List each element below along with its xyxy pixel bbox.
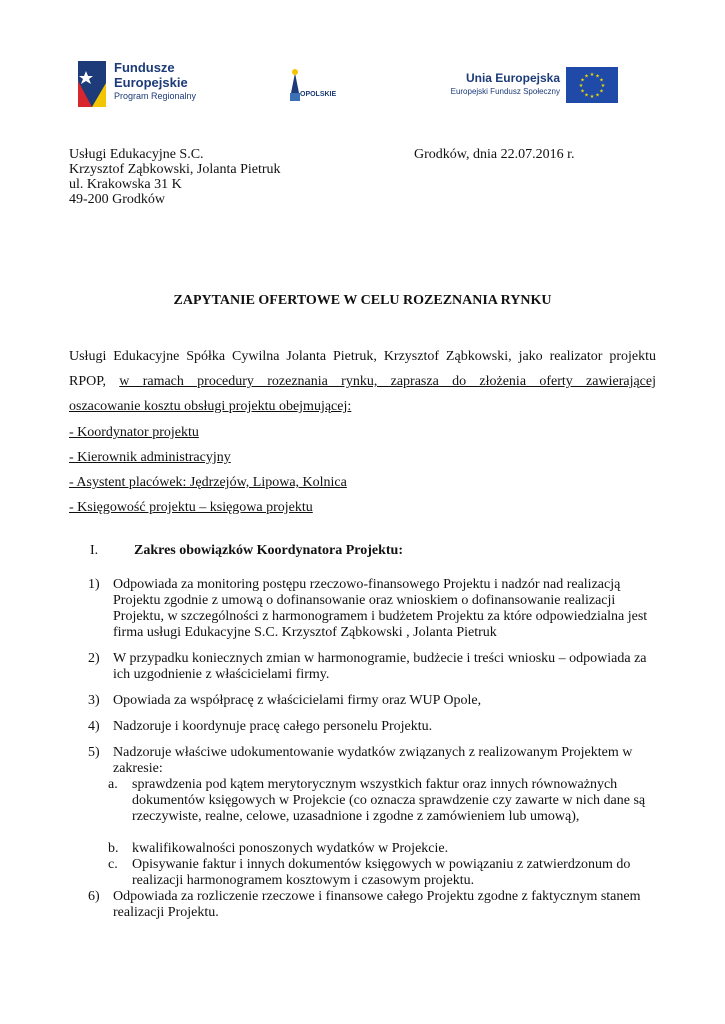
list-item: - Asystent placówek: Jędrzejów, Lipowa, Kolnica [69,475,347,490]
item-text: Nadzoruje właściwe udokumentowanie wydatków związanych z realizowanym Projektem w zakresie: [113,745,633,776]
sub-text: Opisywanie faktur i innych dokumentów księgowych w powiązaniu z zatwierdzonum do realizacji harmonogramem kosztowym i czasowym projektu. [132,857,631,888]
item-number: 4) [88,719,100,734]
list-item [88,577,663,641]
list-item [88,693,663,709]
section-heading [90,543,403,559]
document-date: Grodków, dnia 22.07.2016 r. [414,147,575,162]
list-item [88,719,663,735]
document-title: ZAPYTANIE OFERTOWE W CELU ROZEZNANIA RYNKU [173,293,552,308]
sub-text: sprawdzenia pod kątem merytorycznym wszystkich faktur oraz innych równoważnych dokumentów księgowych w Projekcie (co oznacza sprawdzenie czy zawarte w nich dane są rzeczywiste, realne, celowe, uzasadnione i zgodne z zamówieniem lub umową), [132,777,646,824]
eu-flag-icon [566,67,618,103]
section-number: I. [90,543,99,558]
sender-line: ul. Krakowska 31 K [69,177,182,192]
list-item [88,651,663,683]
item-text: Nadzoruje i koordynuje pracę całego personelu Projektu. [113,719,433,734]
ue-line1: Unia Europejska [465,71,560,85]
svg-text:★: ★ [578,83,584,89]
intro-paragraph [69,344,656,419]
ue-line2: Europejski Fundusz Społeczny [450,87,560,96]
sender-address [69,147,281,207]
sub-letter: b. [108,841,119,856]
opolskie-label: OPOLSKIE [300,91,337,98]
item-number: 3) [88,693,100,708]
duties-list [88,577,663,921]
item-number: 6) [88,889,100,904]
sub-item [108,841,663,857]
item-text: W przypadku koniecznych zmian w harmonogramie, budżecie i treści wniosku – odpowiada za ich uzgodnienie z właścicielami firmy. [113,651,647,682]
sender-line: Usługi Edukacyjne S.C. [69,147,204,162]
unia-europejska-text [428,70,560,98]
item-text: Odpowiada za monitoring postępu rzeczowo-finansowego Projektu i nadzór nad realizacją Projektu zgodnie z umową o dofinansowanie oraz wnioskiem o dofinansowanie realizacji Projektu, w szczególności z harmonogramem i budżetem Projektu za które odpowiedzialna jest firma usługi Edukacyjne S.C. Krzysztof Ząbkowski , Jolanta Pietruk [113,577,648,640]
svg-text:★: ★ [599,77,604,84]
sub-letter: a. [108,777,118,792]
item-number: 2) [88,651,100,666]
list-item: - Księgowość projektu – księgowa projektu [69,500,313,515]
list-item: - Koordynator projektu [69,425,199,440]
section-title: Zakres obowiązków Koordynatora Projektu: [134,543,403,558]
svg-text:★: ★ [584,92,589,99]
item-number: 5) [88,745,100,760]
svg-text:★: ★ [580,88,585,95]
intro-line: oszacowanie kosztu obsługi projektu obejmującej: [69,399,352,414]
list-item [88,889,663,921]
svg-text:★: ★ [589,94,595,100]
fe-line2: Europejskie [114,75,188,90]
fe-flag-icon [78,61,106,107]
opolskie-logo [281,65,341,109]
fundusze-europejskie-logo [78,57,198,113]
intro-line: Usługi Edukacyjne Spółka Cywilna Jolanta Pietruk, Krzysztof Ząbkowski, jako realizator projektu [69,349,656,364]
logo-bar [68,55,630,115]
list-item: - Kierownik administracyjny [69,450,231,465]
intro-plain: RPOP, [69,374,106,389]
svg-text:★: ★ [589,72,595,78]
svg-text:★: ★ [595,92,600,99]
sender-line: Krzysztof Ząbkowski, Jolanta Pietruk [69,162,281,177]
list-item [88,745,663,777]
intro-line [69,369,656,394]
sub-text: kwalifikowalności ponoszonych wydatków w Projekcie. [132,841,449,856]
sub-letter: c. [108,857,118,872]
sender-line: 49-200 Grodków [69,192,166,207]
svg-text:★: ★ [595,73,600,80]
svg-text:★: ★ [599,88,604,95]
sub-item [108,857,663,889]
svg-text:★: ★ [580,77,585,84]
svg-text:★: ★ [600,83,606,89]
svg-text:★: ★ [584,73,589,80]
item-number: 1) [88,577,100,592]
item-text: Opowiada za współpracę z właścicielami firmy oraz WUP Opole, [113,693,482,708]
fe-line3: Program Regionalny [114,91,197,101]
intro-underlined: w ramach procedury rozeznania rynku, zaprasza do złożenia oferty zawierającej [119,374,657,389]
sub-item [108,777,663,825]
fe-line1: Fundusze [114,60,175,75]
item-text: Odpowiada za rozliczenie rzeczowe i finansowe całego Projektu zgodne z faktycznym stanem realizacji Projektu. [113,889,641,920]
position-list [69,420,347,520]
